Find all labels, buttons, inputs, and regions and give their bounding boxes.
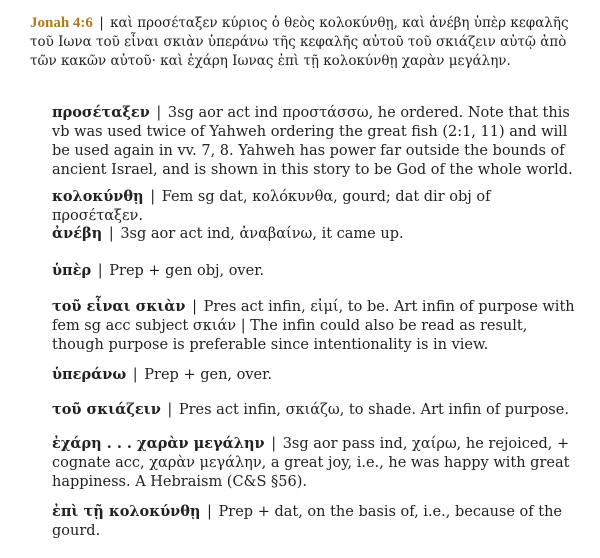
entry-kolokynthe <box>52 187 576 226</box>
verse-reference: Jonah 4:6 <box>30 15 93 31</box>
entry-gloss: Prep + gen obj, over. <box>109 263 265 279</box>
separator: | <box>99 15 104 31</box>
entry-lemma: ὑπὲρ <box>52 262 92 279</box>
entry-gloss: Pres act infin, εἰμί, to be. Art infin of purpose with fem sg acc subject σκιάν | The infin could also be read as result, though purpose is preferable since intentionality is in view. <box>52 299 575 353</box>
entry-gloss: Fem sg dat, κολόκυνθα, gourd; dat dir obj of προσέταξεν. <box>52 189 491 224</box>
entry-hyperano <box>52 365 576 385</box>
separator: | <box>207 504 212 520</box>
separator: | <box>167 402 173 418</box>
entry-hyper <box>52 261 576 281</box>
entry-lemma: ἐπὶ τῇ κολοκύνθῃ <box>52 503 201 520</box>
entry-gloss: 3sg aor act ind προστάσσω, he ordered. Note that this vb was used twice of Yahweh ordering the great fish (2:1, 11) and will be used again in vv. 7, 8. Yahweh has power far outside the bounds of ancient Israel, and is shown in this story to be God of the whole world. <box>52 105 573 178</box>
entry-lemma: τοῦ σκιάζειν <box>52 401 161 418</box>
separator: | <box>156 105 162 121</box>
verse-greek-text: καὶ προσέταξεν κύριος ὁ θεὸς κολοκύνθῃ, καὶ ἀνέβη ὑπὲρ κεφαλῆς τοῦ Ιωνα τοῦ εἶναι σκιὰν ὑπεράνω τῆς κεφαλῆς αὐτοῦ τοῦ σκιάζειν αὐτῷ ἀπὸ τῶν κακῶν αὐτοῦ· καὶ ἐχάρη Ιωνας ἐπὶ τῇ κολοκύνθῃ χαρὰν μεγάλην. <box>30 15 569 69</box>
entry-gloss: 3sg aor act ind, ἀναβαίνω, it came up. <box>120 226 404 242</box>
entry-gloss: Prep + gen, over. <box>144 367 273 383</box>
entry-tou-einai-skian <box>52 297 576 355</box>
entry-lemma: προσέταξεν <box>52 104 150 121</box>
entry-lemma: τοῦ εἶναι σκιὰν <box>52 298 186 315</box>
entry-lemma: ὑπεράνω <box>52 366 127 383</box>
entry-gloss: Pres act infin, σκιάζω, to shade. Art infin of purpose. <box>178 402 569 418</box>
separator: | <box>192 299 197 315</box>
entry-anebe <box>52 224 576 244</box>
entry-tou-skiazein <box>52 400 576 420</box>
separator: | <box>97 263 103 279</box>
entry-lemma: κολοκύνθῃ <box>52 188 144 205</box>
entry-prosetaxen <box>52 103 576 180</box>
entry-epi-te-kolokynthe <box>52 502 576 541</box>
verse-text-block <box>30 14 575 71</box>
separator: | <box>150 189 156 205</box>
entry-gloss: Prep + dat, on the basis of, i.e., because of the gourd. <box>52 504 563 539</box>
separator: | <box>271 436 277 452</box>
entry-lemma: ἀνέβη <box>52 225 103 242</box>
separator: | <box>108 226 114 242</box>
entry-lemma: ἐχάρη . . . χαρὰν μεγάλην <box>52 435 265 452</box>
entry-echare-charan-megalen <box>52 434 576 492</box>
separator: | <box>132 367 138 383</box>
entry-gloss: 3sg aor pass ind, χαίρω, he rejoiced, + cognate acc, χαρὰν μεγάλην, a great joy, i.e., he was happy with great happiness. A Hebraism (C&S §56). <box>52 436 570 490</box>
